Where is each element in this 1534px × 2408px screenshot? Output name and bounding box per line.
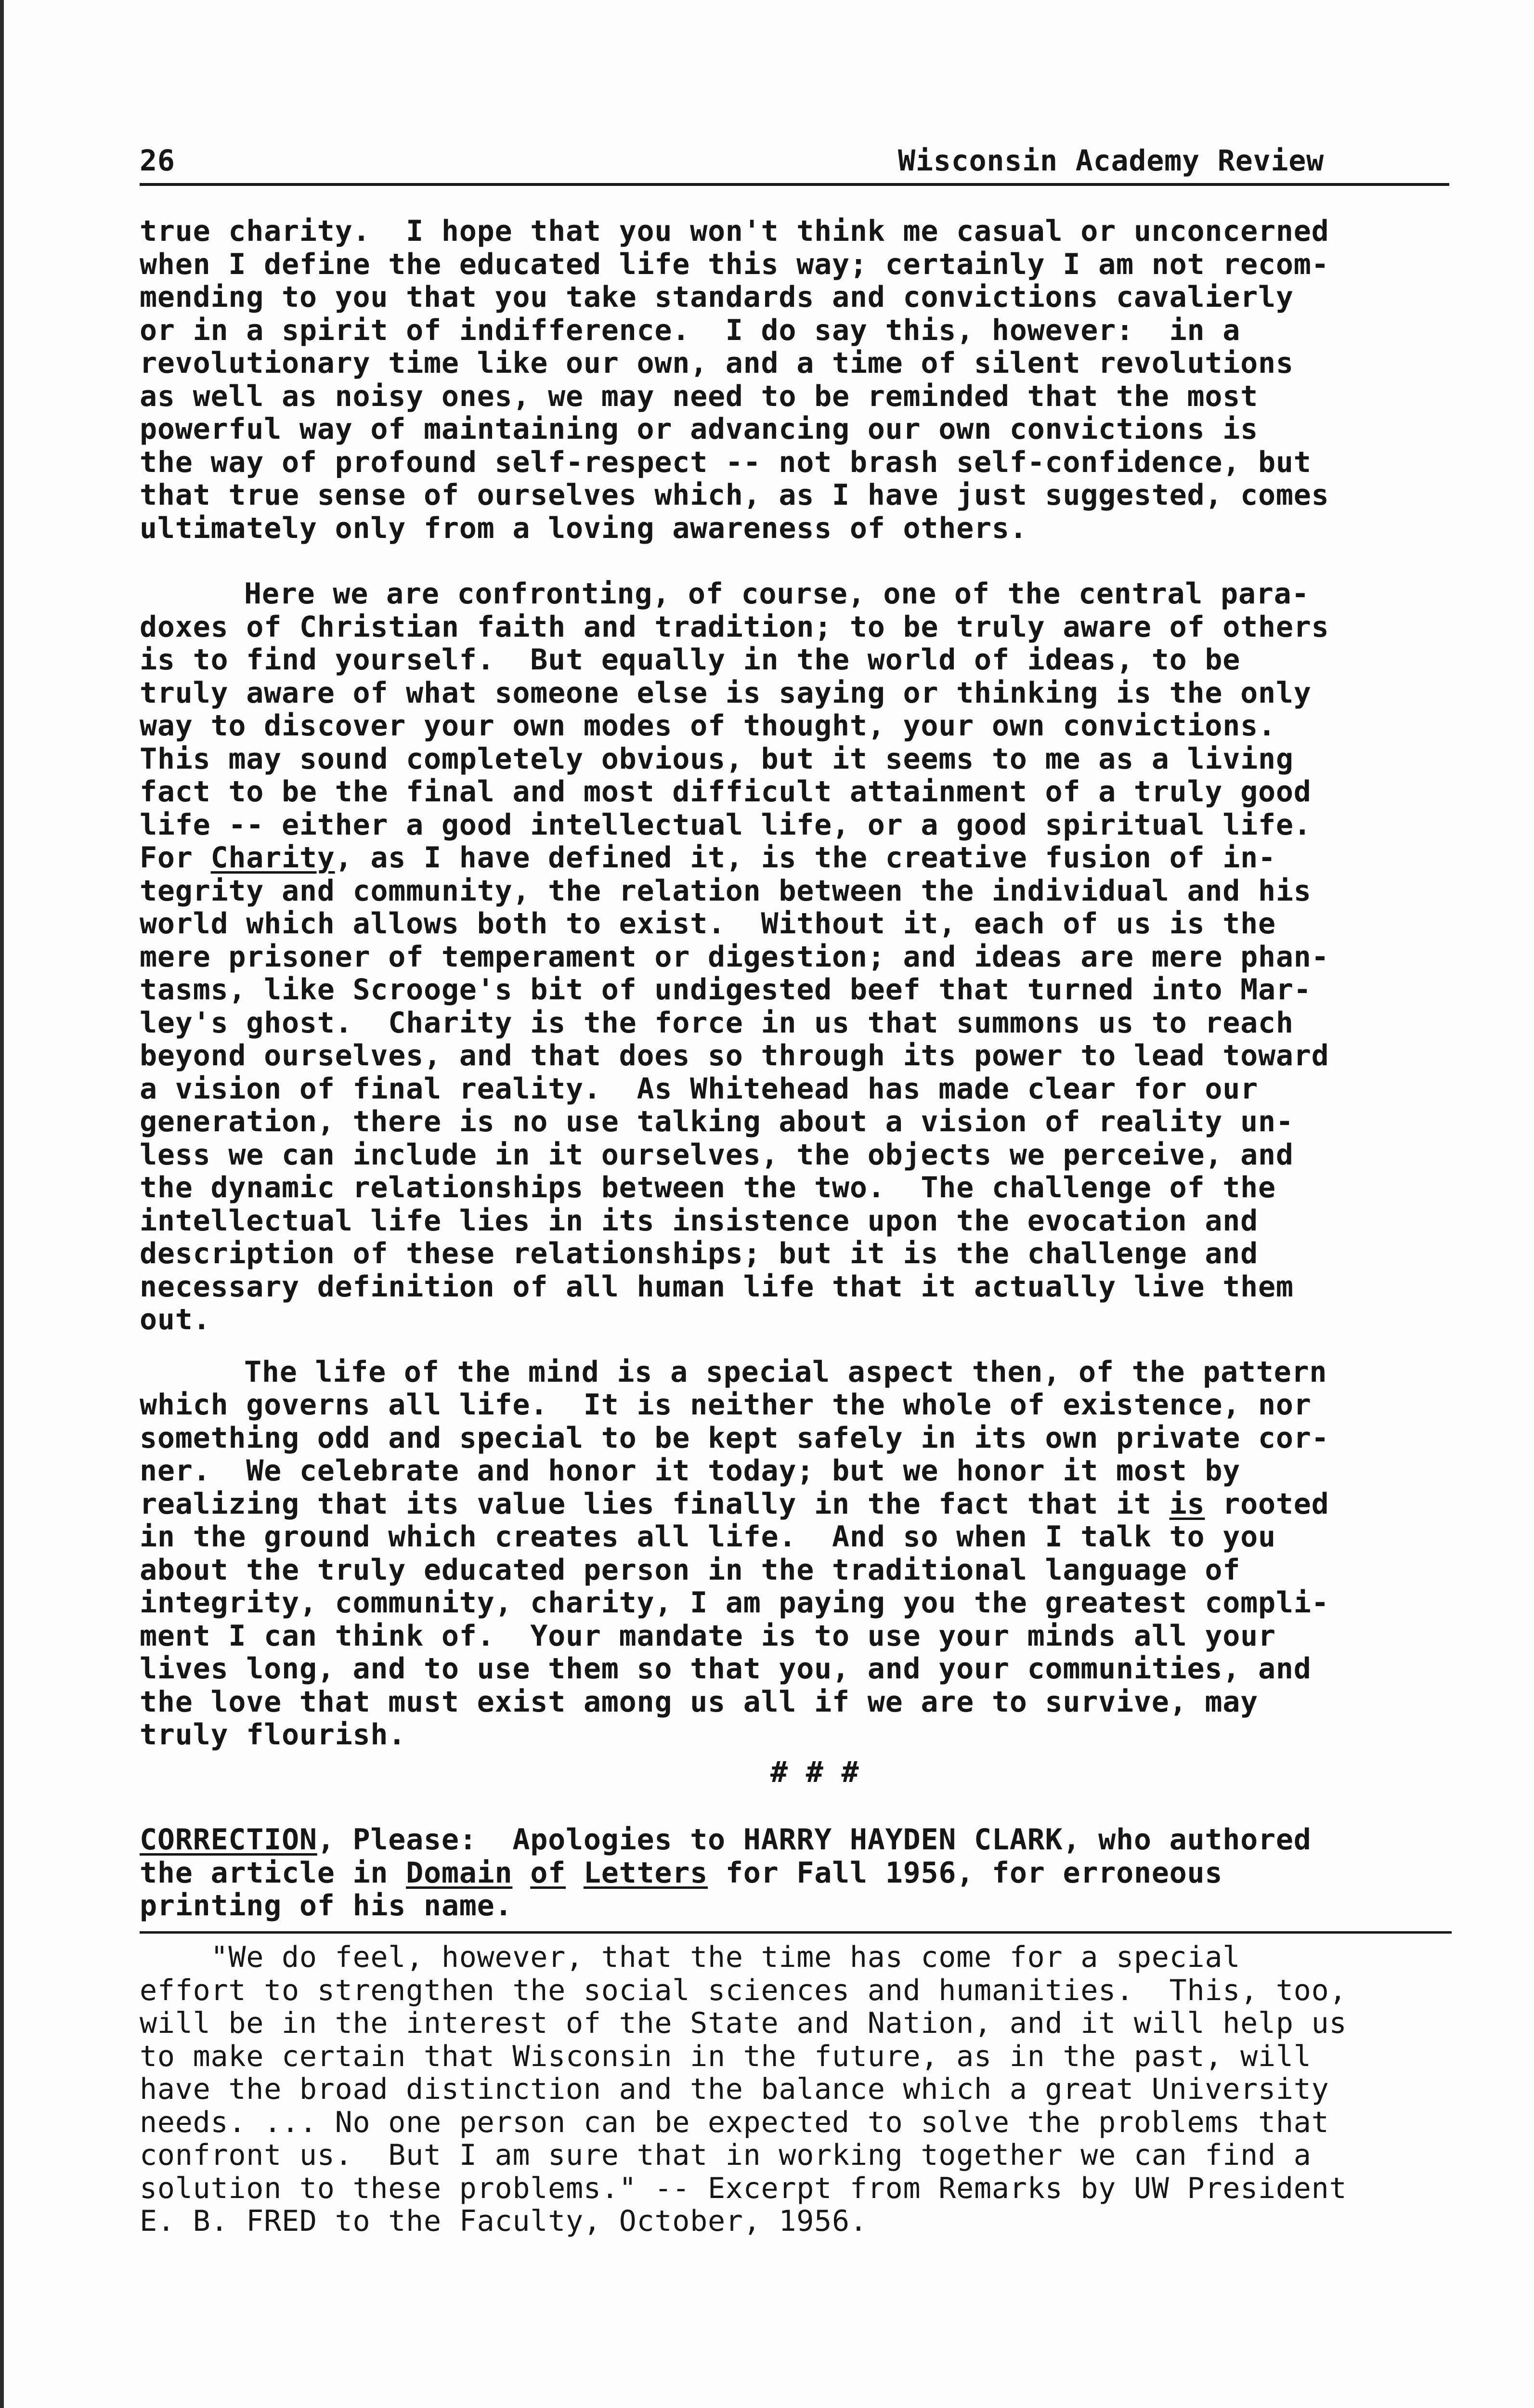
text-line: ment I can think of. Your mandate is to use your minds all your — [140, 1619, 1276, 1653]
paragraph-gap — [140, 1336, 1464, 1356]
text-line: tegrity and community, the relation between the individual and his — [140, 874, 1312, 908]
text-line: effort to strengthen the social sciences and humanities. This, too, — [140, 1973, 1347, 2007]
paragraph-3 — [140, 1356, 1464, 1752]
text-line: ner. We celebrate and honor it today; but we honor it most by — [140, 1454, 1241, 1488]
text-line: powerful way of maintaining or advancing our own convictions is — [140, 412, 1259, 446]
text-line: the way of profound self-respect -- not brash self-confidence, but — [140, 445, 1312, 479]
text-line: ultimately only from a loving awareness of others. — [140, 511, 1027, 545]
text-line — [140, 841, 1464, 875]
running-header — [140, 144, 1449, 186]
text-line: solution to these problems." -- Excerpt from Remarks by UW President — [140, 2171, 1347, 2205]
text-line: a vision of final reality. As Whitehead has made clear for our — [140, 1072, 1259, 1106]
text-line: lives long, and to use them so that you, and your communities, and — [140, 1652, 1312, 1686]
underlined-word-charity: Charity — [210, 841, 335, 875]
text-line: beyond ourselves, and that does so through its power to lead toward — [140, 1039, 1329, 1073]
paragraph-2 — [140, 577, 1464, 1336]
text-line: generation, there is no use talking about a vision of reality un- — [140, 1105, 1294, 1139]
text-segment: , Please: Apologies to HARRY HAYDEN CLARK, who authored — [317, 1823, 1312, 1857]
text-line: will be in the interest of the State and Nation, and it will help us — [140, 2006, 1347, 2040]
text-line: in the ground which creates all life. And so when I talk to you — [140, 1520, 1276, 1554]
text-line: life -- either a good intellectual life, or a good spiritual life. — [140, 808, 1312, 842]
president-quote — [140, 1941, 1497, 2238]
text-line: Here we are confronting, of course, one of the central para- — [244, 577, 1310, 611]
text-line: have the broad distinction and the balance which a great University — [140, 2072, 1329, 2106]
page-number: 26 — [140, 144, 175, 178]
text-line: mending to you that you take standards and convictions cavalierly — [140, 280, 1294, 314]
text-line: This may sound completely obvious, but it seems to me as a living — [140, 742, 1294, 776]
paragraph-gap — [140, 545, 1464, 577]
text-segment: realizing that its value lies finally in the fact that it — [140, 1487, 1170, 1521]
text-line: when I define the educated life this way; certainly I am not recom- — [140, 247, 1329, 281]
underlined-word-is: is — [1169, 1487, 1205, 1521]
publication-title-word: of — [530, 1856, 566, 1890]
text-segment: rooted — [1205, 1487, 1329, 1521]
text-line: revolutionary time like our own, and a time of silent revolutions — [140, 346, 1294, 380]
text-line: truly flourish. — [140, 1718, 406, 1752]
text-line — [140, 1488, 1464, 1521]
journal-title: Wisconsin Academy Review — [898, 144, 1324, 178]
text-line: The life of the mind is a special aspect then, of the pattern — [244, 1355, 1327, 1389]
text-line: the love that must exist among us all if we are to survive, may — [140, 1685, 1259, 1719]
text-line: as well as noisy ones, we may need to be reminded that the most — [140, 379, 1259, 413]
publication-title-word: Domain — [406, 1856, 513, 1890]
text-segment: for Fall 1956, for erroneous — [707, 1856, 1223, 1890]
text-line: needs. ... No one person can be expected to solve the problems that — [140, 2105, 1329, 2139]
text-segment: , as I have defined it, is the creative fusion of in- — [335, 841, 1276, 875]
scan-left-edge — [0, 0, 4, 2408]
text-line — [140, 1823, 1449, 1857]
section-separator: # # # — [770, 1755, 859, 1789]
text-line: less we can include in it ourselves, the objects we perceive, and — [140, 1138, 1294, 1172]
text-line: true charity. I hope that you won't think me casual or unconcerned — [140, 214, 1329, 248]
text-line: out. — [140, 1303, 211, 1336]
text-line: or in a spirit of indifference. I do say this, however: in a — [140, 313, 1241, 347]
text-segment: For — [140, 841, 211, 875]
horizontal-rule — [140, 1931, 1452, 1934]
text-line: integrity, community, charity, I am paying you the greatest compli- — [140, 1586, 1329, 1620]
text-line: something odd and special to be kept safely in its own private cor- — [140, 1421, 1329, 1455]
text-segment: the article in — [140, 1856, 406, 1890]
text-line: ley's ghost. Charity is the force in us that summons us to reach — [140, 1006, 1294, 1040]
text-line: intellectual life lies in its insistence upon the evocation and — [140, 1204, 1259, 1238]
correction-label: CORRECTION — [140, 1823, 317, 1857]
text-line: about the truly educated person in the traditional language of — [140, 1553, 1241, 1587]
text-line: doxes of Christian faith and tradition; to be truly aware of others — [140, 610, 1329, 644]
text-line: description of these relationships; but it is the challenge and — [140, 1237, 1259, 1270]
text-line: printing of his name. — [140, 1889, 513, 1923]
paragraph-1 — [140, 215, 1464, 545]
text-line: mere prisoner of temperament or digestion; and ideas are mere phan- — [140, 940, 1329, 974]
text-line: which governs all life. It is neither the whole of existence, nor — [140, 1388, 1312, 1422]
article-body — [140, 215, 1464, 1752]
text-line: "We do feel, however, that the time has come for a special — [140, 1940, 1241, 1974]
text-line: necessary definition of all human life that it actually live them — [140, 1269, 1294, 1304]
text-line: the dynamic relationships between the two. The challenge of the — [140, 1171, 1276, 1204]
text-line: that true sense of ourselves which, as I have just suggested, comes — [140, 478, 1329, 512]
text-line: tasms, like Scrooge's bit of undigested beef that turned into Mar- — [140, 973, 1312, 1007]
text-line: world which allows both to exist. Without it, each of us is the — [140, 907, 1276, 941]
text-line: confront us. But I am sure that in working together we can find a — [140, 2138, 1312, 2172]
text-line: is to find yourself. But equally in the world of ideas, to be — [140, 643, 1241, 677]
text-line: fact to be the final and most difficult attainment of a truly good — [140, 775, 1312, 809]
text-line: way to discover your own modes of thought, your own convictions. — [140, 709, 1276, 743]
publication-title-word: Letters — [583, 1856, 708, 1890]
text-line: to make certain that Wisconsin in the future, as in the past, will — [140, 2039, 1312, 2073]
text-line — [140, 1857, 1449, 1890]
text-line: truly aware of what someone else is saying or thinking is the only — [140, 676, 1312, 710]
text-line: E. B. FRED to the Faculty, October, 1956. — [140, 2204, 868, 2238]
correction-notice — [140, 1823, 1449, 1923]
